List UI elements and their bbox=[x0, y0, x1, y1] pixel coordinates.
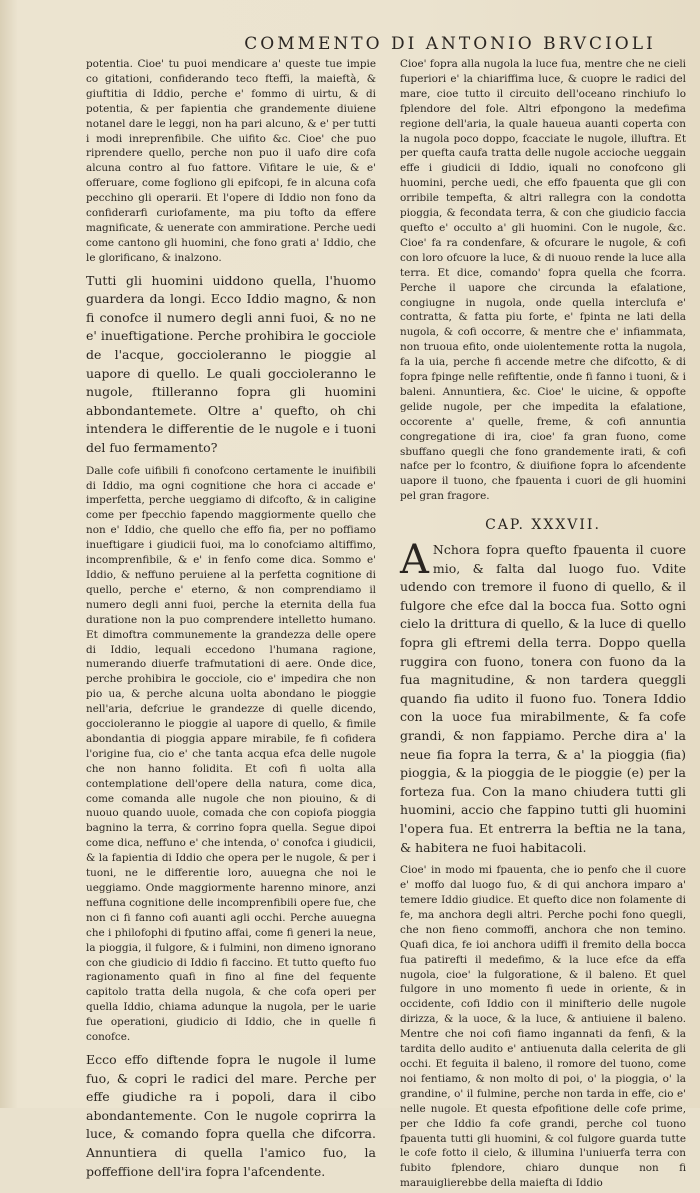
left-column bbox=[86, 55, 376, 1187]
scripture-verse: Tutti gli huomini uiddono quella, l'huomo guardera da longi. Ecco Iddio magno, & non fi conofce il numero degli anni fuoi, & no ne e' inueftigatione. Perche prohibira le gocciole de l'acque, goccioleranno le pioggie al uapore di quello. Le quali goccioleranno le nugole, ftilleranno fopra gli huomini abbondantemete. Oltre a' quefto, oh chi intendera le differentie de le nugole e i tuoni del fuo fermamento? bbox=[86, 272, 376, 456]
scripture-verse: Ecco effo diftende fopra le nugole il lume fuo, & copri le radici del mare. Perche per effe giudiche ra i popoli, dara il cibo abondantemente. Con le nugole coprirra la luce, & comando fopra quella che difcorra. Annuntiera di quella l'amico fuo, la poffeffione dell'ira fopra l'afcendente. bbox=[86, 1051, 376, 1179]
scripture-text: Nchora fopra quefto fpauenta il cuore mio, & falta dal luogo fuo. Vdite udendo con tremore il fuono di quello, & il fulgore che efce dal la bocca fua. Sotto ogni cielo la drittura di quello, & la luce di quello fopra gli eftremi della terra. Doppo quella ruggira con fuono, tonera con fuono da la fua magnitudine, & non tardera queggli quando fia udito il fuono fuo. Tonera Iddio con la uoce fua mirabilmente, & fa cofe grandi, & non fappiamo. Perche dira a' la neue fia fopra la terra, & a' la pioggia (fia) pioggia, & la pioggia de le pioggie (e) per la forteza fua. Con la mano chiudera tutti gli huomini, accio che fappino tutti gli huomini l'opera fua. Et entrerra la beftia ne la tana, & habitera ne fuoi habitacoli. bbox=[400, 542, 686, 855]
chapter-heading: CAP. XXXVII. bbox=[485, 517, 601, 534]
scripture-verse bbox=[400, 537, 686, 857]
drop-cap: A bbox=[400, 537, 429, 584]
running-head: COMMENTO DI ANTONIO BRVCIOLI bbox=[244, 34, 656, 54]
right-column bbox=[400, 55, 686, 1193]
commentary-paragraph: Cioe' fopra alla nugola la luce fua, mentre che ne cieli fuperiori e' la chiariffima luce, & cuopre le radici del mare, cioe tutto il circuito dell'oceano rinchiufo lo fplendore del fole. Altri efpongono la medefima regione dell'aria, la quale haueua auanti coperta con la nugola poco doppo, fcacciate le nugole, illuftra. Et per quefta caufa tratta delle nugole accioche ueggain effe i giudicii di Iddio, iquali no conofcono gli huomini, perche uedi, che effo fpauenta que gli con orribile tempefta, & altri rallegra con la condotta pioggia, & fecondata terra, & con che giudicio faccia quefto e' occulto a' gli huomini. Con le nugole, &c. Cioe' fa ra condenfare, & ofcurare le nugole, & cofi con loro ofcuore la luce, & di nuouo rende la luce alla terra. Et dice, comando' fopra quella che fcorra. Perche il uapore che circunda la efalatione, congiugne in nugola, onde quella interclufa e' contratta, & fatta piu forte, e' fpinta ne lati della nugola, & cofi occorre, & mentre che e' infiammata, non truoua efito, onde uiolentemente rotta la nugola, fa la uia, perche fi accende metre che difcotto, & di fopra fpinge nelle refiftentie, onde fi fanno i tuoni, & i baleni. Annuntiera, &c. Cioe' le uicine, & oppofte gelide nugole, per che impedita la efalatione, occorente a' quelle, freme, & cofi annuntia congregatione di ira, cioe' fa gran fuono, come sbuffano quegli che fono grandemente irati, & cofi nafce per lo fcontro, & diuifione fopra lo afcendente uapore il tuono, che fpauenta i cuori de gli huomini pel gran fragore. bbox=[400, 58, 686, 503]
commentary-paragraph: potentia. Cioe' tu puoi mendicare a' queste tue impie co gitationi, confiderando teco fteffi, la maieftà, & giuftitia di Iddio, perche e' fommo di uirtu, & di potentia, & per fapientia che grandemente diuiene notanel dare le leggi, non ha pari alcuno, & e' per tutti i modi inreprenfibile. Che uifito &c. Cioe' che puo riprendere quello, perche non puo il uafo dire cofa alcuna contro al fuo fattore. Vifitare le uie, & e' offeruare, come fogliono gli epifcopi, fe in alcuna cofa pecchino gli operarii. Et l'opere di Iddio non fono da confiderarfi curiofamente, ma piu tofto da effere magnificate, & uenerate con ammiratione. Perche uedi come cantono gli huomini, che fono grati a' Iddio, che le glorificano, & inalzono. bbox=[86, 58, 376, 264]
commentary-paragraph: Cioe' in modo mi fpauenta, che io penfo che il cuore e' moffo dal luogo fuo, & di qui anchora imparo a' temere Iddio giudice. Et quefto dice non folamente di fe, ma anchora degli altri. Perche pochi fono quegli, che non fieno commoffi, anchora che non temino. Quafi dica, fe ioi anchora udiffi il fremito della bocca fua patirefti il medefimo, & la luce efce da effa nugola, cioe' la fulgoratione, & il baleno. Et quel fulgore in uno momento fi uede in oriente, & in occidente, cofi Iddio con il minifterio delle nugole dirizza, & la uoce, & la luce, & antiuiene il baleno. Mentre che noi cofi fiamo ingannati da fenfi, & la tardita dello audito e' antiuenuta dalla celerita de gli occhi. Et feguita il baleno, il romore del tuono, come noi fentiamo, & non molto di poi, o' la pioggia, o' la grandine, o' il fulmine, perche non tarda in effe, cio e' nelle nugole. Et questa efpofitione delle cofe prime, per che Iddio fa cofe grandi, perche col tuono fpauenta tutti gli huomini, & col fulgore guarda tutte le cofe fotto il cielo, & illumina l'uniuerfa terra con fubito fplendore, chiaro dunque non fi marauiglierebbe della maiefta di Iddio bbox=[400, 864, 686, 1190]
commentary-paragraph: Dalle cofe uifibili fi conofcono certamente le inuifibili di Iddio, ma ogni cognitione che hora ci accade e' imperfetta, perche ueggiamo di difcofto, & in caligine come per fpecchio fapendo maggiormente quello che non e' Iddio, che quello che effo fia, per no poffiamo inueftigare i giudicii fuoi, ma lo conofciamo altiffimo, incomprenfibile, & e' in fenfo come dica. Sommo e' Iddio, & neffuno peruiene al la perfetta cognitione di quello, perche e' eterno, & non comprendiamo il numero degli anni fuoi, perche la eternita della fua duratione non la puo comprendere intelletto humano. Et dimoftra communemente la grandezza delle opere di Iddio, lequali eccedono l'humana ragione, numerando diuerfe trafmutationi di aere. Onde dice, perche prohibira le gocciole, cio e' impedira che non pio ua, & perche alcuna uolta abondano le pioggie nell'aria, defcriue le grandezze di quelle dicendo, goccioleranno le pioggie al uapore di quello, & fimile abondantia di pioggia appare mirabile, fe fi cofidera l'origine fua, cio e' che tanta acqua efca delle nugole che non hanno folidita. Et cofi fi uolta alla contemplatione dell'opere della natura, come dica, come comanda alle nugole che non piouino, & di nuouo quando uuole, comada che con copiofa pioggia bagnino la terra, & corrino fopra quella. Segue dipoi come dica, neffuno e' che intenda, o' conofca i giudicii, & la fapientia di Iddio che opera per le nugole, & per i tuoni, ne le differentie loro, auuegna che noi le ueggiamo. Onde maggiormente harenno minore, anzi neffuna cognitione delle incomprenfibili opere fue, che non ci fi fanno cofi auanti agli occhi. Perche auuegna che i philofophi di fputino affai, come fi generi la neue, la pioggia, il fulgore, & i fulmini, non dimeno ignorano con che giudicio di Iddio fi faccino. Et tutto quefto fuo ragionamento quafi in fino al fine del fequente capitolo tratta della nugola, & che cofa operi per quella Iddio, chiama adunque la nugola, per le uarie fue operationi, giudicio di Iddio, che in quelle fi conofce. bbox=[86, 464, 376, 1044]
